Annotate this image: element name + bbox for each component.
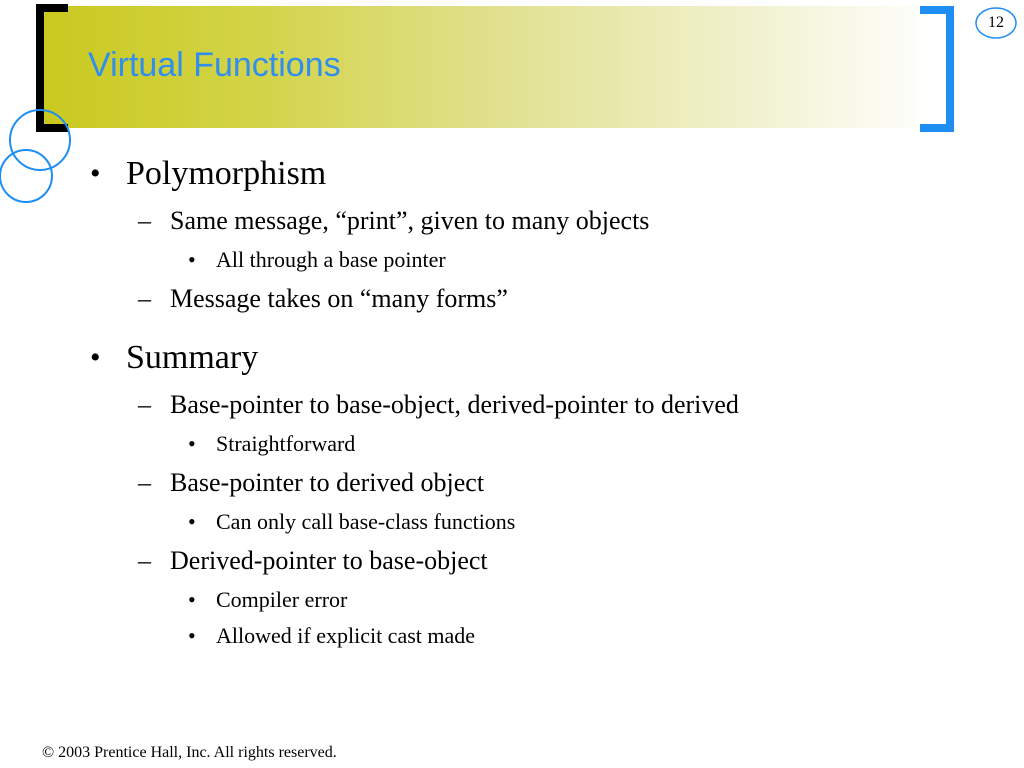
decor-circle-lower bbox=[0, 150, 52, 202]
bullet-marker: • bbox=[188, 431, 196, 456]
detail-base-pointer bbox=[90, 246, 990, 274]
subitem-text: Base-pointer to base-object, derived-pointer to derived bbox=[170, 390, 739, 419]
bullet-marker: • bbox=[188, 247, 196, 272]
detail-straightforward bbox=[90, 430, 990, 458]
slide-title: Virtual Functions bbox=[88, 46, 341, 84]
detail-text: All through a base pointer bbox=[216, 247, 446, 272]
slide-number: 12 bbox=[988, 14, 1004, 31]
detail-text: Compiler error bbox=[216, 587, 348, 612]
dash-marker: – bbox=[138, 468, 151, 497]
subitem-many-forms bbox=[90, 282, 990, 316]
bullet-marker: • bbox=[188, 587, 196, 612]
detail-text: Straightforward bbox=[216, 431, 356, 456]
detail-explicit-cast bbox=[90, 622, 990, 650]
subitem-base-to-derived bbox=[90, 466, 990, 500]
subitem-text: Message takes on “many forms” bbox=[170, 284, 508, 313]
copyright-footer: © 2003 Prentice Hall, Inc. All rights reserved. bbox=[42, 744, 337, 761]
subitem-base-to-base bbox=[90, 388, 990, 422]
slide-body bbox=[90, 146, 990, 650]
bullet-marker: • bbox=[188, 509, 196, 534]
bullet-text: Summary bbox=[126, 339, 259, 376]
dash-marker: – bbox=[138, 206, 151, 235]
bullet-marker: • bbox=[90, 341, 101, 374]
bullet-marker: • bbox=[90, 157, 101, 190]
detail-base-class-functions bbox=[90, 508, 990, 536]
subitem-text: Base-pointer to derived object bbox=[170, 468, 485, 497]
dash-marker: – bbox=[138, 546, 151, 575]
bullet-summary bbox=[90, 336, 990, 380]
dash-marker: – bbox=[138, 390, 151, 419]
subitem-text: Same message, “print”, given to many objects bbox=[170, 206, 650, 235]
bullet-text: Polymorphism bbox=[126, 155, 327, 192]
detail-text: Can only call base-class functions bbox=[216, 509, 516, 534]
detail-compiler-error bbox=[90, 586, 990, 614]
bullet-marker: • bbox=[188, 623, 196, 648]
subitem-derived-to-base bbox=[90, 544, 990, 578]
detail-text: Allowed if explicit cast made bbox=[216, 623, 476, 648]
subitem-same-message bbox=[90, 204, 990, 238]
dash-marker: – bbox=[138, 284, 151, 313]
right-bracket bbox=[920, 10, 950, 128]
bullet-polymorphism bbox=[90, 152, 990, 196]
subitem-text: Derived-pointer to base-object bbox=[170, 546, 488, 575]
